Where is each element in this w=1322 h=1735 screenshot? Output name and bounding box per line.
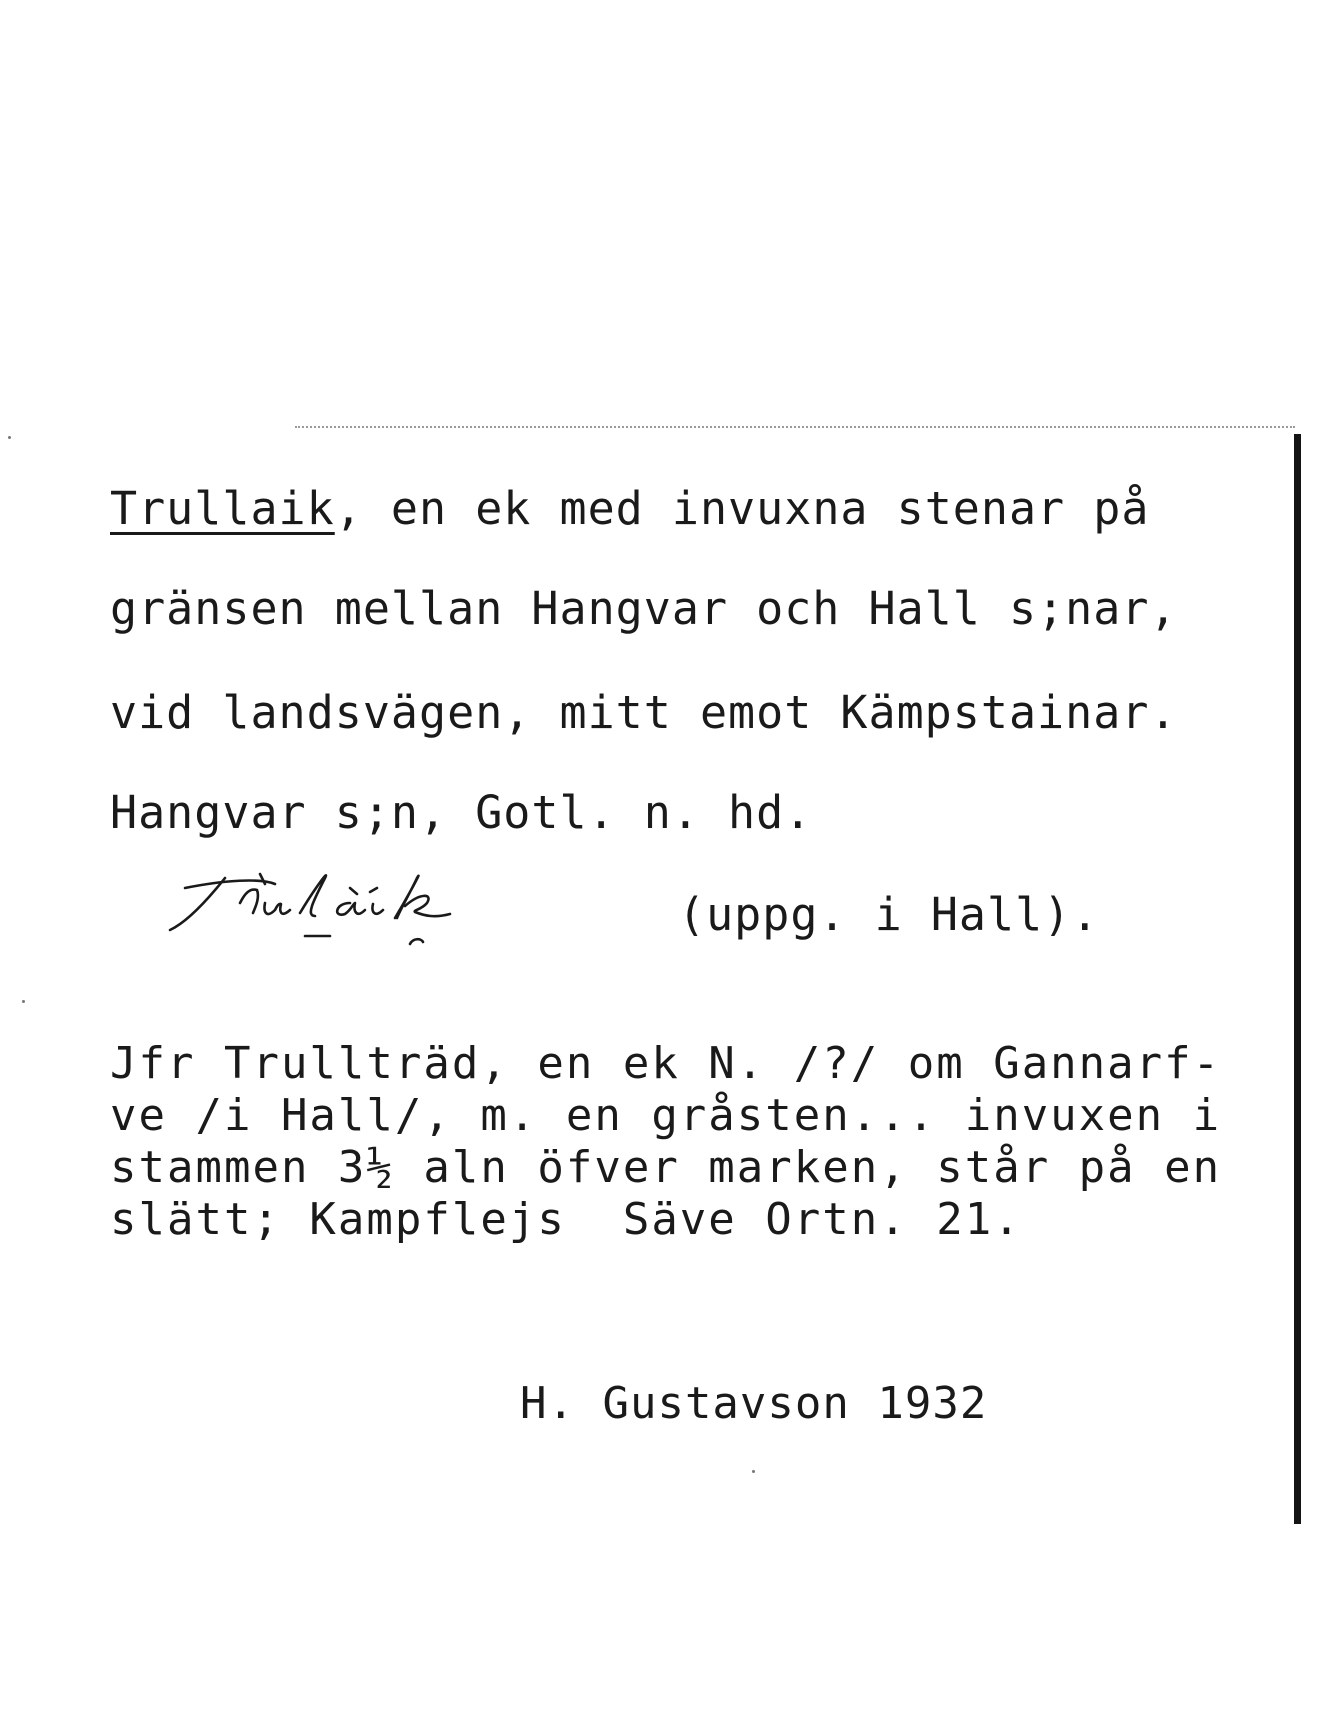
paper-speck <box>8 436 11 439</box>
reference-line-4: slätt; Kampflejs Säve Ortn. 21. <box>110 1194 1022 1245</box>
paper-speck <box>752 1470 755 1473</box>
reference-line-2: ve /i Hall/, m. en gråsten... invuxen i <box>110 1090 1222 1141</box>
handwritten-note: (uppg. i Hall). <box>678 888 1100 941</box>
paper-speck <box>22 1000 25 1003</box>
card-top-edge <box>295 426 1295 428</box>
entry-line-4: Hangvar s;n, Gotl. n. hd. <box>110 786 813 839</box>
handwritten-form <box>165 848 565 948</box>
headword: Trullaik <box>110 482 335 535</box>
signature-line: H. Gustavson 1932 <box>520 1378 988 1429</box>
reference-line-1: Jfr Trullträd, en ek N. /?/ om Gannarf- <box>110 1038 1222 1089</box>
entry-line-3: vid landsvägen, mitt emot Kämpstainar. <box>110 686 1178 739</box>
card-right-edge <box>1294 434 1301 1524</box>
entry-line-1 <box>110 482 1149 535</box>
reference-line-3: stammen 3½ aln öfver marken, står på en <box>110 1142 1222 1193</box>
entry-line-1-text: , en ek med invuxna stenar på <box>334 482 1150 535</box>
entry-line-2: gränsen mellan Hangvar och Hall s;nar, <box>110 582 1178 635</box>
